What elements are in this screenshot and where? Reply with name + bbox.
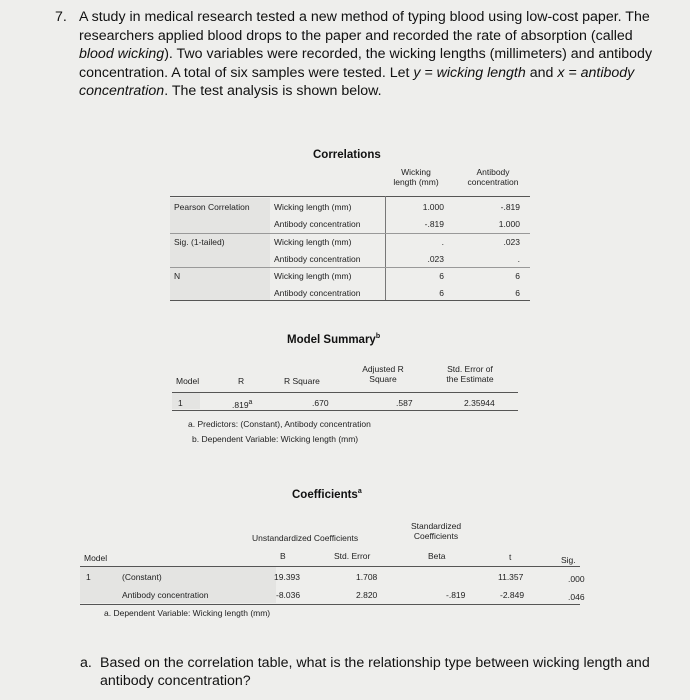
coef-header-standardized-line1: Standardized: [410, 521, 462, 531]
ms-cell-r-value: .819: [232, 399, 249, 410]
coef-cell-std-error: 1.708: [356, 572, 378, 582]
corr-group-pearson: Pearson Correlation: [174, 202, 250, 212]
ms-cell-adjusted: .587: [396, 398, 413, 408]
coef-cell-t: -2.849: [500, 590, 525, 600]
ms-header-adjusted: [350, 364, 416, 384]
model-summary-title-text: Model Summary: [287, 333, 376, 346]
question-part-a: [80, 654, 660, 690]
corr-bottom-rule: [170, 300, 530, 301]
part-a-letter: a.: [80, 655, 92, 671]
ms-footnote-a: a. Predictors: (Constant), Antibody concentration: [188, 419, 371, 429]
coef-header-std-error: Std. Error: [334, 551, 371, 561]
coefficients-title: [292, 488, 362, 501]
corr-divider: [385, 196, 386, 300]
ms-header-std-error-line1: Std. Error of: [447, 364, 493, 374]
coef-footnote: a. Dependent Variable: Wicking length (mm): [104, 608, 271, 618]
corr-row-label: Antibody concentration: [274, 219, 361, 229]
corr-row-label: Wicking length (mm): [274, 237, 352, 247]
ms-model-band: [172, 393, 200, 409]
corr-row-label: Antibody concentration: [274, 288, 361, 298]
correlations-title: Correlations: [313, 149, 381, 161]
coef-bottom-rule: [80, 604, 580, 605]
corr-cell: .023: [503, 237, 520, 247]
corr-cell: .: [441, 237, 444, 247]
corr-col-wicking-line2: length (mm): [393, 177, 439, 187]
corr-col-antibody-line2: concentration: [467, 177, 519, 187]
question-text-part-4: . The test analysis is shown below.: [164, 83, 382, 99]
corr-group-n: N: [174, 271, 181, 281]
corr-header-rule: [170, 196, 530, 197]
question-def-x: x = antibody concentration: [79, 64, 635, 99]
coef-header-sig: Sig.: [561, 555, 576, 565]
coef-cell-beta: -.819: [446, 590, 466, 600]
question-term-blood-wicking: blood wicking: [79, 46, 165, 62]
coefficients-title-text: Coefficients: [292, 488, 358, 501]
ms-cell-r-square: .670: [312, 398, 329, 408]
ms-footnote-b: b. Dependent Variable: Wicking length (mm): [192, 434, 359, 444]
question-number: 7.: [55, 9, 67, 25]
coef-cell-t: 11.357: [498, 572, 524, 582]
coef-cell-b: -8.036: [276, 590, 301, 600]
question-text-part-3: and: [525, 64, 558, 81]
ms-header-rule: [172, 392, 518, 393]
coef-header-standardized-line2: Coefficients: [413, 531, 459, 541]
part-a-text: Based on the correlation table, what is the relationship type between wicking length and antibody concentration?: [100, 655, 650, 689]
ms-header-model: Model: [176, 376, 200, 386]
model-summary-title-sup: b: [375, 333, 381, 340]
coef-header-b: B: [280, 551, 286, 561]
corr-cell: 6: [515, 271, 520, 281]
question-text-part-2: ). Two variables were recorded, the wicking lengths (millimeters) and antibody concentration. A total of six samples were tested. Let: [79, 46, 653, 81]
corr-col-wicking-line1: Wicking: [401, 167, 431, 177]
coef-cell-model: 1: [86, 572, 91, 582]
corr-row-header-band: [170, 198, 270, 300]
coef-cell-sig: .000: [568, 574, 585, 584]
corr-cell: 1.000: [498, 219, 520, 229]
ms-cell-model: 1: [178, 398, 183, 408]
coef-header-t: t: [509, 552, 512, 562]
ms-header-std-error-line2: the Estimate: [446, 374, 494, 384]
corr-row-label: Wicking length (mm): [274, 202, 352, 212]
ms-header-r-square: R Square: [284, 376, 320, 386]
coef-header-model: Model: [84, 553, 108, 563]
corr-row-label: Wicking length (mm): [274, 271, 352, 281]
ms-header-r: R: [238, 376, 245, 386]
coef-cell-sig: .046: [568, 592, 585, 602]
corr-col-antibody-line1: Antibody: [476, 167, 510, 177]
corr-cell: -.819: [424, 219, 444, 229]
corr-group-rule-1: [170, 233, 530, 234]
coef-row-label-antibody: Antibody concentration: [122, 590, 209, 600]
corr-cell: -.819: [500, 202, 520, 212]
coef-header-unstandardized: Unstandardized Coefficients: [252, 533, 359, 543]
ms-cell-r-sup: a: [248, 399, 253, 406]
question-text-part-1: A study in medical research tested a new method of typing blood using low-cost paper. The researchers applied blood drops to the paper and recorded the rate of absorption (called: [79, 9, 650, 44]
ms-bottom-rule: [172, 410, 518, 411]
coef-cell-std-error: 2.820: [356, 590, 378, 600]
question-def-y: y = wicking length: [413, 64, 526, 81]
corr-col-wicking-header: [385, 167, 447, 187]
corr-cell: 6: [439, 288, 444, 298]
coefficients-title-sup: a: [357, 488, 362, 495]
ms-header-std-error: [430, 364, 510, 384]
ms-cell-r: [232, 398, 252, 410]
coef-header-standardized: [400, 521, 472, 541]
ms-cell-std-error: 2.35944: [464, 398, 495, 408]
question-text: [79, 8, 655, 101]
corr-cell: .: [517, 254, 520, 264]
ms-header-adjusted-line1: Adjusted R: [362, 364, 404, 374]
corr-cell: 6: [515, 288, 520, 298]
model-summary-title: [287, 333, 380, 346]
corr-cell: 1.000: [422, 202, 444, 212]
corr-cell: 6: [439, 271, 444, 281]
corr-cell: .023: [427, 254, 444, 264]
corr-row-label: Antibody concentration: [274, 254, 361, 264]
corr-group-rule-2: [170, 267, 530, 268]
coef-row-label-constant: (Constant): [122, 572, 162, 582]
question-7: [55, 8, 655, 101]
ms-header-adjusted-line2: Square: [369, 374, 397, 384]
coef-header-beta: Beta: [428, 551, 446, 561]
corr-group-sig: Sig. (1-tailed): [174, 237, 225, 247]
corr-col-antibody-header: [458, 167, 528, 187]
coef-cell-b: 19.393: [274, 572, 300, 582]
